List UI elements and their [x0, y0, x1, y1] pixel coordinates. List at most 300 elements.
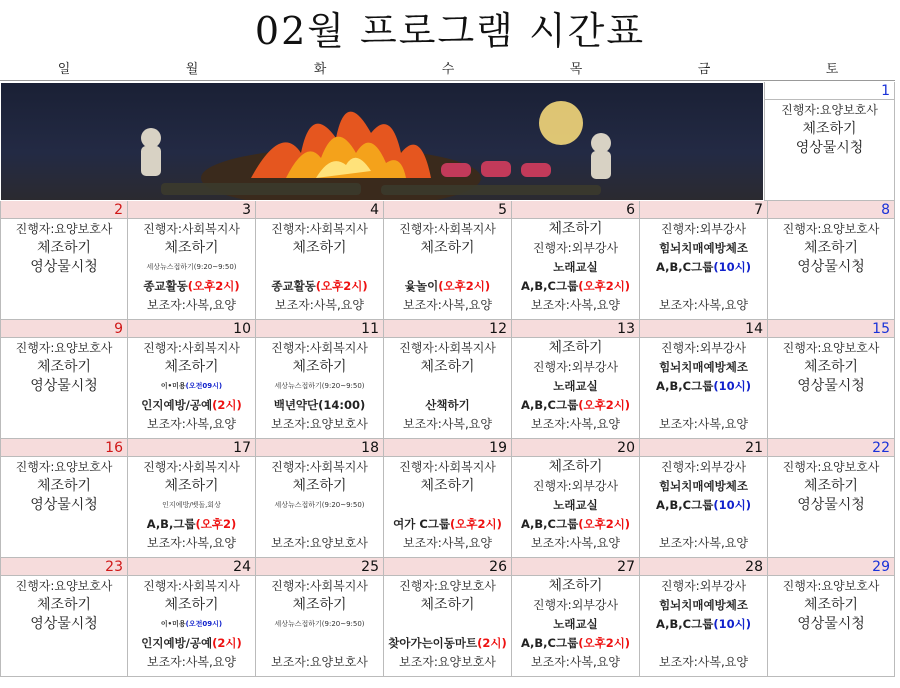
cell-text: 진행자:외부강사 — [660, 222, 747, 236]
cell-text: 진행자:사회복지사 — [143, 341, 240, 355]
cell-line — [512, 377, 639, 396]
weekday-wed: 수 — [441, 62, 455, 77]
day-number: 27 — [512, 558, 639, 576]
cell-time: (오후2) — [195, 517, 237, 531]
cell-time: (오후2시) — [438, 279, 491, 293]
cell-time: (오전09시) — [185, 382, 223, 390]
day-cell-12 — [384, 320, 512, 439]
day-number: 17 — [128, 439, 255, 457]
day-number: 19 — [384, 439, 511, 457]
cell-line — [1, 258, 127, 277]
cell-line — [256, 258, 383, 277]
cell-text: 진행자:사회복지사 — [399, 222, 496, 236]
cell-text: 체조하기 — [292, 478, 347, 494]
cell-text: 체조하기 — [420, 597, 475, 613]
day-cell-16 — [0, 439, 128, 558]
day-cell-15 — [768, 320, 895, 439]
cell-line — [128, 653, 255, 672]
cell-line — [768, 339, 894, 358]
weekday-fri: 금 — [697, 62, 711, 77]
cell-text: 보조자:사복,요양 — [530, 417, 620, 431]
cell-line — [384, 615, 511, 634]
day-cell-26 — [384, 558, 512, 677]
cell-line — [384, 515, 511, 534]
day-cell-17 — [128, 439, 256, 558]
cell-text: A,B,C그룹 — [656, 260, 714, 274]
cell-line — [128, 615, 255, 634]
cell-line — [640, 577, 767, 596]
day-number: 20 — [512, 439, 639, 457]
cell-text: 체조하기 — [292, 597, 347, 613]
cell-line — [640, 534, 767, 553]
cell-text: 노래교실 — [553, 498, 598, 512]
cell-text: 진행자:사회복지사 — [271, 222, 368, 236]
cell-time: (2시) — [212, 398, 242, 412]
day-number: 12 — [384, 320, 511, 338]
cell-line — [384, 477, 511, 496]
cell-line — [640, 258, 767, 277]
cell-line — [256, 415, 383, 434]
cell-line — [256, 634, 383, 653]
weekday-header — [0, 60, 900, 80]
cell-line — [256, 458, 383, 477]
cell-line: 영상물시청 — [795, 140, 864, 156]
cell-line — [128, 296, 255, 315]
cell-line — [128, 358, 255, 377]
day-number: 24 — [128, 558, 255, 576]
cell-line — [384, 358, 511, 377]
cell-text: 영상물시청 — [797, 497, 865, 513]
cell-line — [640, 358, 767, 377]
day-cell-19 — [384, 439, 512, 558]
cell-text: 보조자:요양보호사 — [271, 536, 368, 550]
day-number: 14 — [640, 320, 767, 338]
cell-line — [384, 258, 511, 277]
cell-line — [128, 577, 255, 596]
day-number: 29 — [768, 558, 894, 576]
day-cell-25 — [256, 558, 384, 677]
cell-line — [384, 377, 511, 396]
cell-line — [128, 277, 255, 296]
cell-line — [512, 358, 639, 377]
cell-time: (2시) — [477, 636, 507, 650]
cell-line — [256, 653, 383, 672]
cell-line — [512, 396, 639, 415]
cell-line — [384, 458, 511, 477]
cell-line — [512, 534, 639, 553]
day-cell-13 — [512, 320, 640, 439]
cell-text: 힘뇌치매예방체조 — [659, 241, 748, 255]
cell-line — [128, 458, 255, 477]
cell-line — [256, 615, 383, 634]
day-number: 25 — [256, 558, 383, 576]
day-number: 26 — [384, 558, 511, 576]
cell-line — [768, 377, 894, 396]
cell-line — [512, 220, 639, 239]
cell-text: 진행자:요양보호사 — [15, 222, 113, 236]
day-cell-28 — [640, 558, 768, 677]
cell-text: 체조하기 — [292, 240, 347, 256]
cell-line — [768, 258, 894, 277]
cell-text: 진행자:사회복지사 — [143, 460, 240, 474]
cell-line — [512, 577, 639, 596]
day-cell-2 — [0, 201, 128, 320]
cell-line — [384, 239, 511, 258]
cell-line — [128, 377, 255, 396]
day-cell-7 — [640, 201, 768, 320]
cell-line — [384, 496, 511, 515]
cell-time: (2시) — [212, 636, 242, 650]
cell-line: 체조하기 — [802, 121, 857, 137]
day-cell-24 — [128, 558, 256, 677]
cell-text: 진행자:외부강사 — [532, 598, 619, 612]
cell-text: 세상뉴스접하기(9:20~9:50) — [274, 501, 365, 509]
cell-line — [512, 277, 639, 296]
cell-line — [384, 653, 511, 672]
cell-line — [256, 220, 383, 239]
cell-line — [512, 615, 639, 634]
cell-line — [384, 534, 511, 553]
cell-text: 영상물시청 — [797, 259, 865, 275]
cell-text: 찾아가는이동마트 — [388, 636, 478, 650]
cell-line — [640, 458, 767, 477]
day-number: 16 — [1, 439, 127, 457]
cell-text: 체조하기 — [164, 359, 219, 375]
cell-time: (오후2시) — [450, 517, 502, 531]
cell-text: 세상뉴스접하기(9:20~9:50) — [274, 620, 365, 628]
cell-text: 체조하기 — [803, 359, 859, 375]
cell-text: 진행자:외부강사 — [660, 341, 747, 355]
cell-text: 노래교실 — [553, 260, 598, 274]
day-number: 28 — [640, 558, 767, 576]
cell-line — [640, 496, 767, 515]
cell-line — [128, 634, 255, 653]
day-number: 9 — [1, 320, 127, 338]
cell-text: 영상물시청 — [30, 259, 98, 275]
cell-line — [512, 477, 639, 496]
cell-line — [128, 515, 255, 534]
cell-text: 체조하기 — [420, 478, 475, 494]
cell-text: 진행자:사회복지사 — [271, 341, 368, 355]
cell-text: 윷놀이 — [404, 279, 439, 293]
bonfire-image — [1, 83, 763, 200]
cell-line — [128, 477, 255, 496]
festival-illustration — [1, 83, 763, 200]
weekday-mon: 월 — [185, 62, 199, 77]
cell-text: 세상뉴스접하기(9:20~9:50) — [274, 382, 365, 390]
cell-line — [512, 239, 639, 258]
cell-text: 노래교실 — [553, 379, 598, 393]
cell-text: 보조자:사복,요양 — [530, 536, 620, 550]
cell-text: 보조자:사복,요양 — [658, 655, 748, 669]
cell-text: 진행자:외부강사 — [532, 479, 619, 493]
cell-line — [1, 377, 127, 396]
day-number: 5 — [384, 201, 511, 219]
cell-text: 체조하기 — [803, 240, 859, 256]
cell-time: (오후2시) — [578, 636, 631, 650]
day-number: 3 — [128, 201, 255, 219]
cell-line — [640, 296, 767, 315]
cell-line — [1, 477, 127, 496]
cell-text: 체조하기 — [548, 221, 603, 237]
cell-text: 진행자:사회복지사 — [271, 579, 368, 593]
cell-time: (오후2시) — [578, 279, 631, 293]
day-number: 11 — [256, 320, 383, 338]
cell-line — [128, 239, 255, 258]
cell-line — [512, 458, 639, 477]
cell-line — [256, 596, 383, 615]
cell-text: 체조하기 — [548, 578, 603, 594]
day-number: 7 — [640, 201, 767, 219]
day-number: 13 — [512, 320, 639, 338]
cell-line — [256, 515, 383, 534]
day-cell-1 — [764, 82, 895, 201]
cell-line — [256, 358, 383, 377]
cell-line: 진행자:요양보호사 — [781, 103, 878, 117]
cell-text: 보조자:사복,요양 — [658, 536, 748, 550]
cell-line — [512, 634, 639, 653]
weekday-thu: 목 — [569, 62, 583, 77]
cell-text: 힘뇌치매예방체조 — [659, 360, 748, 374]
cell-line — [640, 339, 767, 358]
cell-text: 진행자:요양보호사 — [15, 341, 113, 355]
cell-line — [256, 277, 383, 296]
cell-line — [1, 239, 127, 258]
cell-line — [128, 396, 255, 415]
cell-line — [512, 258, 639, 277]
cell-line — [768, 596, 894, 615]
cell-text: 진행자:사회복지사 — [399, 460, 496, 474]
cell-time: (10시) — [713, 260, 751, 274]
cell-text: A,B,C그룹 — [656, 617, 714, 631]
day-cell-3 — [128, 201, 256, 320]
day-cell-9 — [0, 320, 128, 439]
cell-text: 영상물시청 — [30, 378, 98, 394]
cell-text: 진행자:외부강사 — [532, 241, 619, 255]
cell-text: A,B,C그룹 — [656, 498, 714, 512]
day-cell-5 — [384, 201, 512, 320]
cell-text: 체조하기 — [164, 240, 219, 256]
cell-line — [1, 577, 127, 596]
cell-text: 영상물시청 — [797, 616, 865, 632]
cell-line — [384, 339, 511, 358]
day-number: 21 — [640, 439, 767, 457]
cell-line — [1, 220, 127, 239]
cell-line — [256, 377, 383, 396]
cell-text: 진행자:사회복지사 — [271, 460, 368, 474]
cell-text: 진행자:외부강사 — [660, 579, 747, 593]
cell-time: (10시) — [713, 379, 751, 393]
cell-text: 보조자:사복,요양 — [146, 536, 236, 550]
day-cell-27 — [512, 558, 640, 677]
cell-text: A,B,그룹 — [146, 517, 196, 531]
cell-line — [512, 296, 639, 315]
cell-text: 보조자:요양보호사 — [271, 417, 368, 431]
cell-text: A,B,C그룹 — [656, 379, 714, 393]
page-title: 02월 프로그램 시간표 — [254, 9, 646, 53]
cell-line — [384, 415, 511, 434]
cell-time: (오후2시) — [315, 279, 368, 293]
cell-line — [256, 239, 383, 258]
cell-line — [256, 339, 383, 358]
cell-text: A,B,C그룹 — [520, 517, 579, 531]
cell-text: 인지예방/공예 — [141, 636, 213, 650]
cell-text: A,B,C그룹 — [520, 398, 579, 412]
cell-line — [512, 415, 639, 434]
cell-line — [128, 339, 255, 358]
cell-time: (10시) — [713, 617, 751, 631]
cell-text: 인지예방/공예 — [141, 398, 213, 412]
cell-text: 진행자:요양보호사 — [399, 579, 496, 593]
cell-line — [1, 358, 127, 377]
cell-line — [256, 296, 383, 315]
cell-line — [512, 596, 639, 615]
day-number: 10 — [128, 320, 255, 338]
cell-text: 진행자:외부강사 — [660, 460, 747, 474]
day-number: 6 — [512, 201, 639, 219]
cell-text: 산책하기 — [425, 398, 470, 412]
cell-line — [128, 496, 255, 515]
cell-line — [1, 458, 127, 477]
cell-text: 보조자:사복,요양 — [402, 298, 492, 312]
cell-text: 보조자:사복,요양 — [658, 417, 748, 431]
cell-line — [384, 577, 511, 596]
day-cell-11 — [256, 320, 384, 439]
cell-text: 체조하기 — [36, 597, 92, 613]
cell-text: 영상물시청 — [30, 616, 98, 632]
cell-text: 이•미용 — [160, 382, 186, 390]
cell-text: 진행자:외부강사 — [532, 360, 619, 374]
cell-text: 인지예방/벳돌,회상 — [162, 501, 221, 509]
cell-time: (오후2시) — [187, 279, 240, 293]
cell-text: 체조하기 — [803, 478, 859, 494]
cell-line — [384, 296, 511, 315]
day-cell-8 — [768, 201, 895, 320]
day-cell-22 — [768, 439, 895, 558]
cell-line — [128, 534, 255, 553]
weekday-sat: 토 — [825, 62, 839, 77]
cell-line — [128, 258, 255, 277]
day-cell-20 — [512, 439, 640, 558]
cell-text: 진행자:사회복지사 — [143, 222, 240, 236]
cell-text: 체조하기 — [164, 597, 219, 613]
cell-text: 종교활동 — [271, 279, 316, 293]
cell-line — [1, 496, 127, 515]
cell-text: 진행자:요양보호사 — [782, 341, 880, 355]
weekday-sun: 일 — [57, 62, 71, 77]
cell-line — [768, 496, 894, 515]
cell-line — [512, 653, 639, 672]
cell-line — [768, 477, 894, 496]
cell-text: 진행자:요양보호사 — [782, 222, 880, 236]
cell-line — [512, 496, 639, 515]
cell-line — [640, 615, 767, 634]
cell-line — [640, 415, 767, 434]
cell-line — [384, 396, 511, 415]
cell-line — [640, 277, 767, 296]
cell-text: 보조자:사복,요양 — [146, 655, 236, 669]
cell-text: 체조하기 — [36, 240, 92, 256]
cell-line — [256, 496, 383, 515]
weekday-tue: 화 — [313, 62, 327, 77]
cell-time: (오전09시) — [185, 620, 223, 628]
cell-line — [384, 634, 511, 653]
cell-text: 보조자:요양보호사 — [399, 655, 496, 669]
day-cell-18 — [256, 439, 384, 558]
day-cell-14 — [640, 320, 768, 439]
cell-text: 진행자:요양보호사 — [782, 579, 880, 593]
cell-text: 진행자:요양보호사 — [782, 460, 880, 474]
cell-text: A,B,C그룹 — [520, 279, 579, 293]
cell-line — [640, 596, 767, 615]
day-cell-23 — [0, 558, 128, 677]
cell-text: 노래교실 — [553, 617, 598, 631]
cell-text: 보조자:사복,요양 — [274, 298, 364, 312]
cell-line — [768, 358, 894, 377]
cell-text: 진행자:사회복지사 — [143, 579, 240, 593]
cell-line — [384, 277, 511, 296]
cell-line — [256, 577, 383, 596]
day-cell-29 — [768, 558, 895, 677]
cell-line — [640, 477, 767, 496]
cell-line — [512, 339, 639, 358]
cell-line — [384, 220, 511, 239]
cell-line — [768, 615, 894, 634]
cell-text: 체조하기 — [548, 459, 603, 475]
cell-line — [256, 534, 383, 553]
cell-line — [768, 577, 894, 596]
cell-text: 여가 C그룹 — [393, 517, 451, 531]
day-cell-21 — [640, 439, 768, 558]
day-number: 2 — [1, 201, 127, 219]
cell-time: (오후2시) — [578, 398, 631, 412]
cell-line — [640, 634, 767, 653]
day-number: 4 — [256, 201, 383, 219]
cell-text: 영상물시청 — [30, 497, 98, 513]
cell-text: 체조하기 — [420, 240, 475, 256]
day-number: 15 — [768, 320, 894, 338]
cell-text: 진행자:사회복지사 — [399, 341, 496, 355]
day-cell-10 — [128, 320, 256, 439]
day-number: 1 — [765, 82, 894, 100]
cell-text: 보조자:사복,요양 — [658, 298, 748, 312]
cell-line — [640, 220, 767, 239]
cell-line — [640, 377, 767, 396]
cell-line — [256, 477, 383, 496]
cell-text: 백년약단(14:00) — [273, 398, 366, 412]
cell-text: 체조하기 — [36, 359, 92, 375]
cell-line — [768, 458, 894, 477]
cell-line — [128, 415, 255, 434]
cell-line — [512, 515, 639, 534]
day-number: 23 — [1, 558, 127, 576]
day-number: 8 — [768, 201, 894, 219]
cell-text: A,B,C그룹 — [520, 636, 579, 650]
cell-text: 종교활동 — [143, 279, 188, 293]
cell-text: 보조자:사복,요양 — [146, 417, 236, 431]
cell-text: 체조하기 — [803, 597, 859, 613]
cell-time: (오후2시) — [578, 517, 631, 531]
cell-text: 보조자:사복,요양 — [402, 536, 492, 550]
day-number: 22 — [768, 439, 894, 457]
cell-text: 체조하기 — [164, 478, 219, 494]
cell-line — [128, 220, 255, 239]
cell-time: (10시) — [713, 498, 751, 512]
cell-line — [128, 596, 255, 615]
cell-text: 영상물시청 — [797, 378, 865, 394]
cell-text: 보조자:사복,요양 — [530, 655, 620, 669]
cell-text: 체조하기 — [548, 340, 603, 356]
